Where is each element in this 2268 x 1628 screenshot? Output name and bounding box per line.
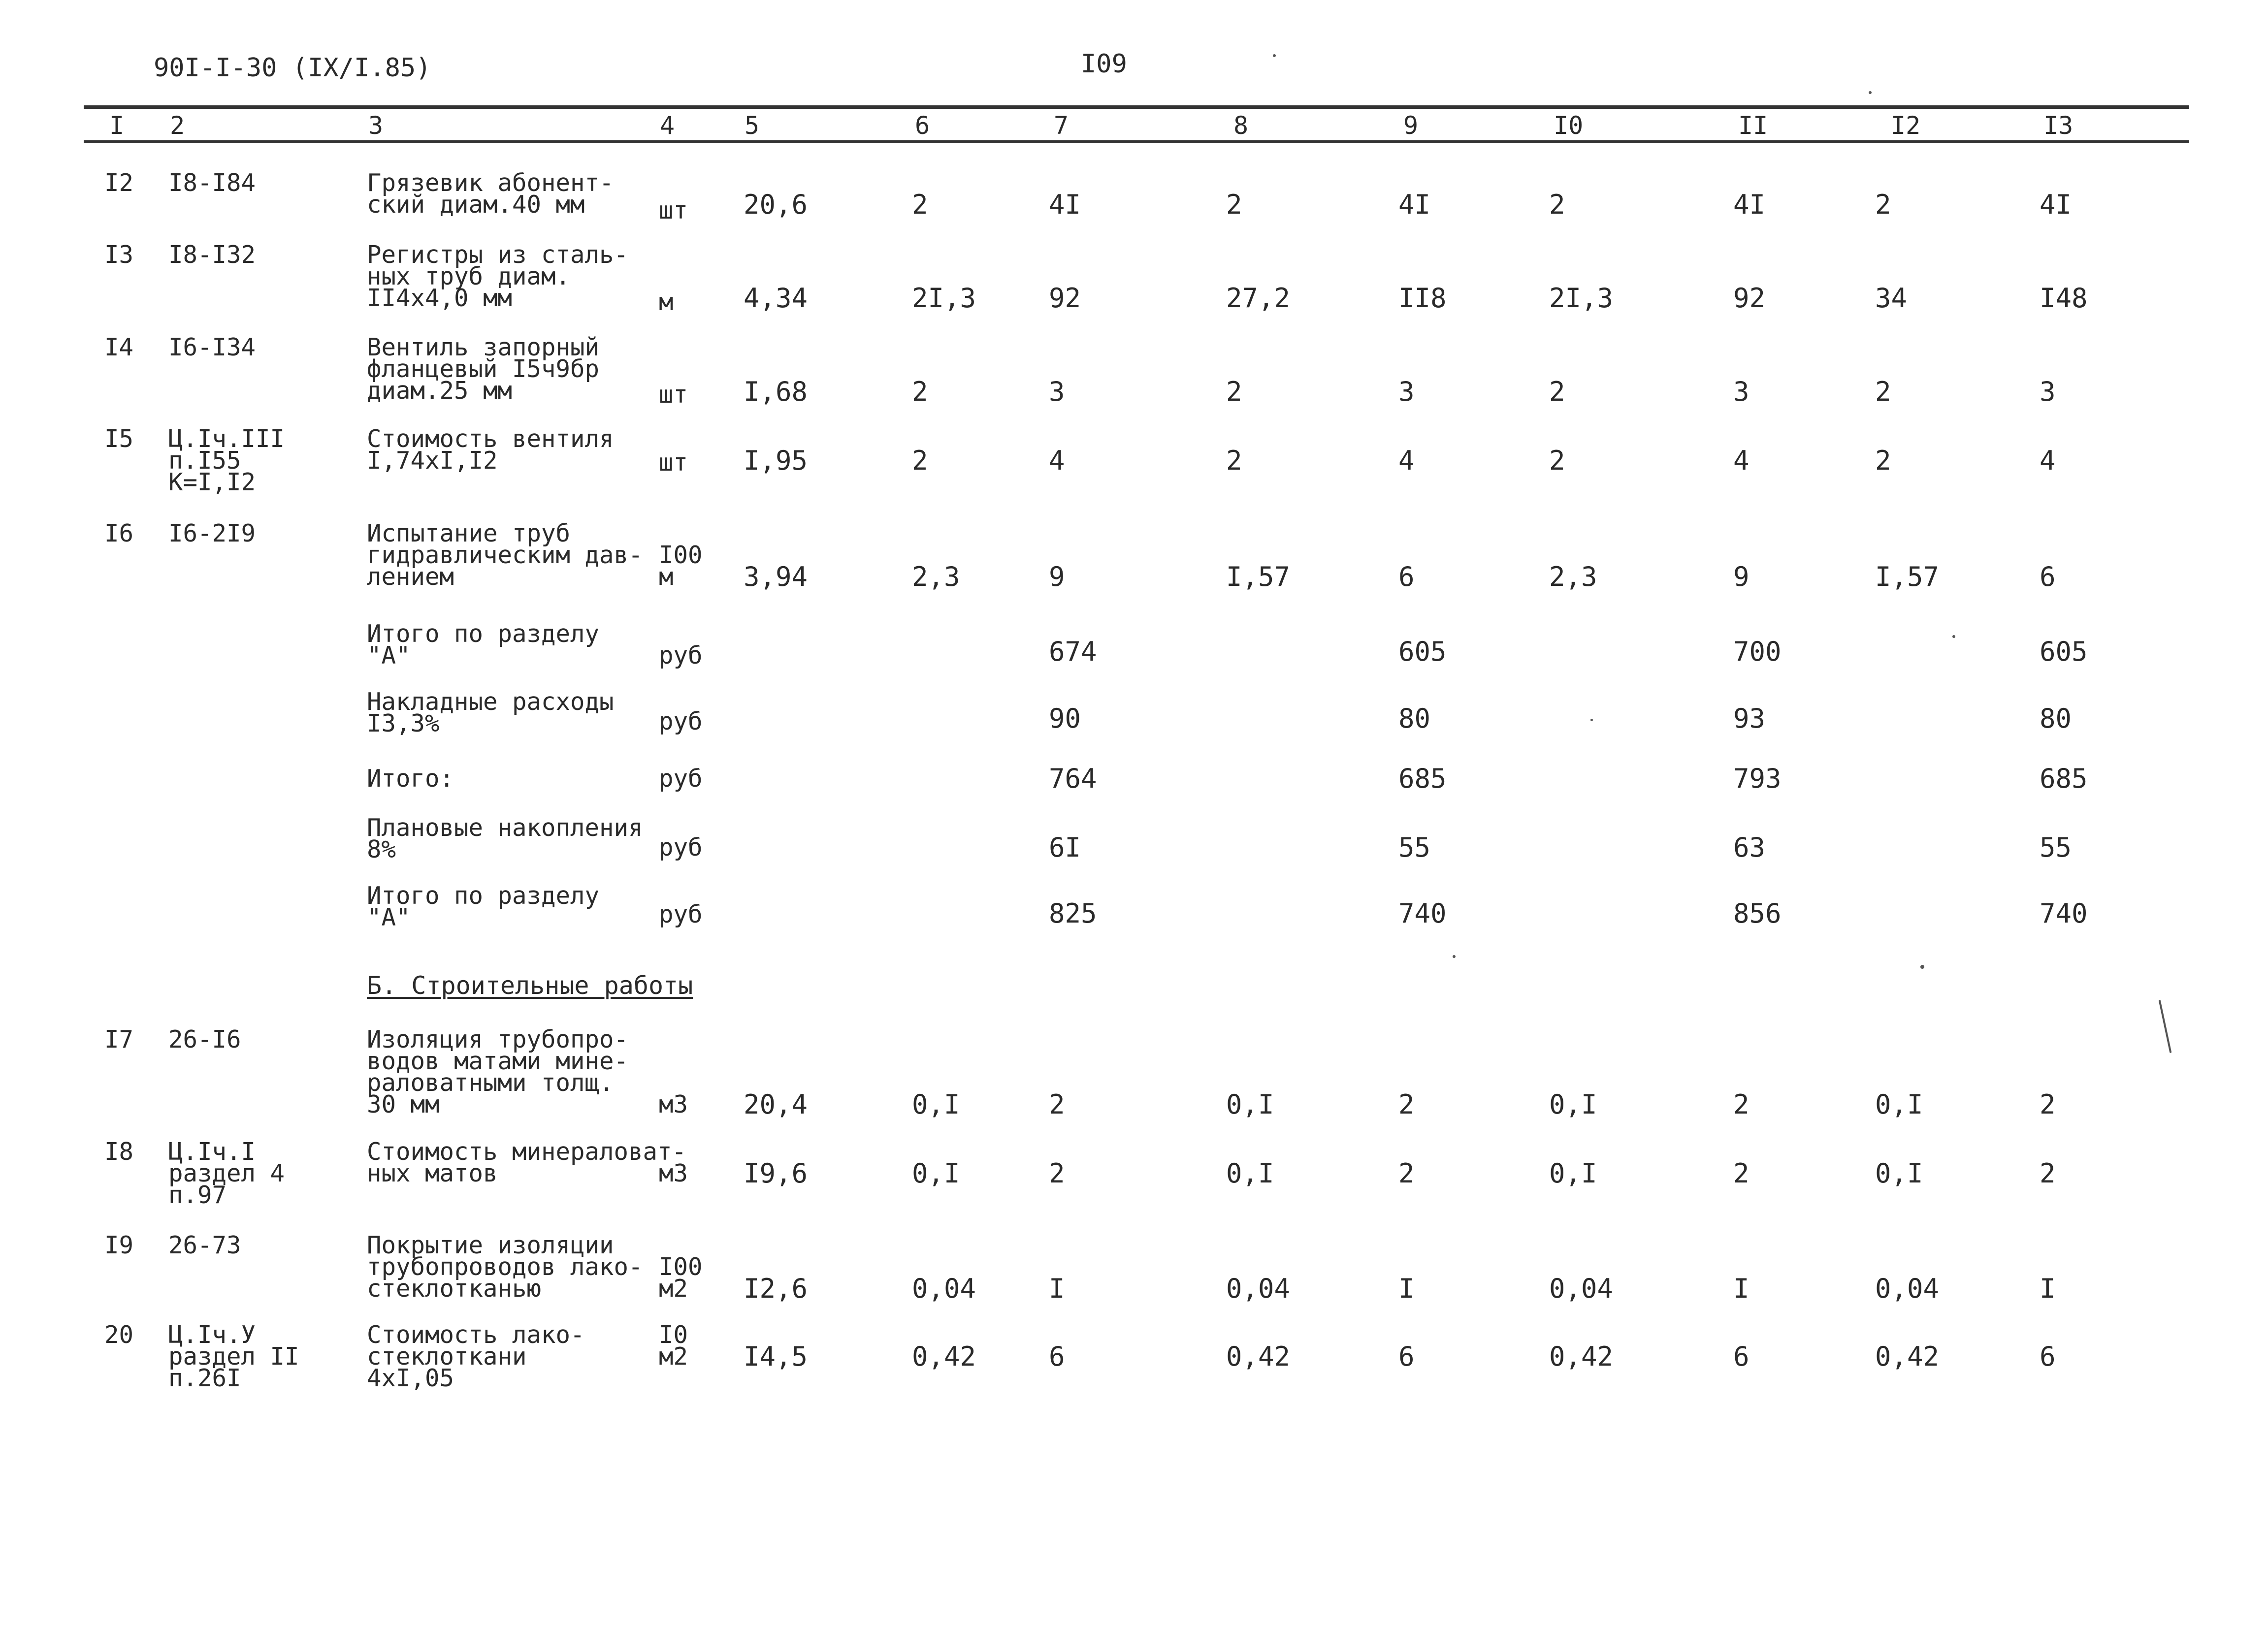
page-number: I09: [1081, 49, 1127, 79]
column-number: 3: [368, 111, 384, 140]
cell-value: 6: [1398, 561, 1415, 592]
cell-value: 4: [1049, 445, 1065, 476]
unit-price: 20,4: [744, 1089, 808, 1120]
column-number: 9: [1403, 111, 1419, 140]
unit: руб: [659, 707, 703, 735]
cell-value: 605: [1398, 636, 1447, 667]
row-number: I5: [104, 425, 134, 453]
item-description: Итого по разделу "А": [367, 620, 600, 670]
cell-value: 92: [1733, 283, 1766, 314]
cell-value: 2: [1049, 1158, 1065, 1189]
cell-value: 2: [1549, 189, 1565, 220]
cell-value: 4: [1398, 445, 1415, 476]
column-number: I3: [2043, 111, 2074, 140]
unit: руб: [659, 900, 703, 928]
cell-value: 0,I: [1875, 1089, 1923, 1120]
cell-value: 2: [1398, 1089, 1415, 1120]
scan-speck: [1952, 635, 1955, 638]
unit: руб: [659, 641, 703, 670]
column-number: 7: [1054, 111, 1069, 140]
norm-code: Ц.Iч.У раздел II п.26I: [168, 1321, 299, 1392]
table-top-rule: [84, 105, 2189, 109]
cell-value: 0,42: [912, 1341, 976, 1372]
norm-code: I8-I84: [168, 169, 256, 197]
unit-price: 20,6: [744, 189, 808, 220]
item-description: Испытание труб гидравлическим дав- лением: [367, 519, 643, 591]
cell-value: 0,42: [1549, 1341, 1614, 1372]
unit-price: I,68: [744, 376, 808, 407]
cell-value: 2I,3: [912, 283, 976, 314]
cell-value: 63: [1733, 832, 1766, 863]
unit: руб: [659, 833, 703, 862]
cell-value: 4I: [1398, 189, 1431, 220]
unit-price: 3,94: [744, 561, 808, 592]
cell-value: 0,I: [1875, 1158, 1923, 1189]
column-number: I2: [1891, 111, 1921, 140]
cell-value: 674: [1049, 636, 1097, 667]
unit: шт: [659, 448, 688, 477]
unit: м: [659, 288, 674, 316]
cell-value: 0,04: [1549, 1273, 1614, 1304]
cell-value: 2: [1049, 1089, 1065, 1120]
item-description: Регистры из сталь- ных труб диам. II4х4,0 мм: [367, 241, 629, 312]
cell-value: 2: [912, 189, 928, 220]
cell-value: I: [2040, 1273, 2056, 1304]
cell-value: 4: [2040, 445, 2056, 476]
section-heading: Б. Строительные работы: [367, 971, 693, 1000]
cell-value: 4: [1733, 445, 1750, 476]
cell-value: 2: [912, 376, 928, 407]
cell-value: 2: [2040, 1158, 2056, 1189]
row-number: I6: [104, 519, 134, 547]
cell-value: 2: [1733, 1089, 1750, 1120]
item-description: Итого:: [367, 765, 454, 793]
scan-speck: [1869, 91, 1872, 94]
cell-value: 93: [1733, 703, 1766, 734]
scan-speck: [1920, 965, 1924, 969]
cell-value: 0,I: [1549, 1089, 1597, 1120]
cell-value: 2: [1549, 445, 1565, 476]
cell-value: 740: [1398, 898, 1447, 929]
column-number: I: [109, 111, 125, 140]
cell-value: 764: [1049, 763, 1097, 794]
row-number: I7: [104, 1025, 134, 1053]
item-description: Плановые накопления 8%: [367, 814, 643, 863]
norm-code: 26-I6: [168, 1025, 241, 1053]
unit-price: 4,34: [744, 283, 808, 314]
item-description: Стоимость лако- стеклоткани 4хI,05: [367, 1321, 585, 1392]
unit-price: I4,5: [744, 1341, 808, 1372]
cell-value: 0,I: [1549, 1158, 1597, 1189]
column-number: II: [1738, 111, 1768, 140]
scan-speck: [1453, 955, 1456, 958]
cell-value: 4I: [2040, 189, 2072, 220]
cell-value: 3: [1733, 376, 1750, 407]
column-number-header: [0, 111, 2268, 140]
cell-value: 0,I: [1226, 1089, 1274, 1120]
unit-price: I,95: [744, 445, 808, 476]
cell-value: 0,04: [912, 1273, 976, 1304]
cell-value: I,57: [1226, 561, 1291, 592]
item-description: Итого по разделу "А": [367, 882, 600, 931]
cell-value: 6: [2040, 1341, 2056, 1372]
cell-value: 2: [1875, 189, 1891, 220]
cell-value: 685: [1398, 763, 1447, 794]
cell-value: 0,42: [1875, 1341, 1940, 1372]
row-number: I3: [104, 241, 134, 269]
cell-value: 0,I: [912, 1158, 960, 1189]
cell-value: 2: [1875, 445, 1891, 476]
cell-value: I: [1733, 1273, 1750, 1304]
cell-value: 55: [2040, 832, 2072, 863]
cell-value: 0,I: [1226, 1158, 1274, 1189]
cell-value: 27,2: [1226, 283, 1291, 314]
column-number: 8: [1233, 111, 1249, 140]
column-number: 6: [915, 111, 930, 140]
unit-price: I9,6: [744, 1158, 808, 1189]
item-description: Покрытие изоляции трубопроводов лако- стеклотканью: [367, 1231, 643, 1303]
cell-value: 2: [912, 445, 928, 476]
cell-value: 3: [1049, 376, 1065, 407]
unit: I00 м2: [659, 1253, 703, 1303]
cell-value: 2I,3: [1549, 283, 1614, 314]
cell-value: 2: [1398, 1158, 1415, 1189]
cell-value: I: [1049, 1273, 1065, 1304]
norm-code: I6-2I9: [168, 519, 256, 547]
cell-value: I48: [2040, 283, 2088, 314]
cell-value: 34: [1875, 283, 1908, 314]
column-number: 5: [745, 111, 760, 140]
unit: руб: [659, 765, 703, 793]
unit: I00 м: [659, 541, 703, 591]
cell-value: 685: [2040, 763, 2088, 794]
unit: м3: [659, 1159, 688, 1187]
item-description: Изоляция трубопро- водов матами мине- раловатными толщ. 30 мм: [367, 1025, 629, 1118]
cell-value: 2: [1549, 376, 1565, 407]
row-number: 20: [104, 1321, 134, 1349]
row-number: I2: [104, 169, 134, 197]
cell-value: 2: [1226, 445, 1242, 476]
cell-value: 2: [2040, 1089, 2056, 1120]
item-description: Стоимость минераловат- ных матов: [367, 1138, 687, 1187]
norm-code: I8-I32: [168, 241, 256, 269]
column-number: 2: [170, 111, 185, 140]
item-description: Вентиль запорный фланцевый I5ч9бр диам.25 мм: [367, 333, 600, 405]
cell-value: 605: [2040, 636, 2088, 667]
cell-value: 6: [1733, 1341, 1750, 1372]
cell-value: II8: [1398, 283, 1447, 314]
cell-value: 2: [1226, 376, 1242, 407]
unit-price: I2,6: [744, 1273, 808, 1304]
cell-value: 825: [1049, 898, 1097, 929]
cell-value: 6: [1398, 1341, 1415, 1372]
cell-value: 80: [2040, 703, 2072, 734]
cell-value: 0,42: [1226, 1341, 1291, 1372]
norm-code: Ц.Iч.I раздел 4 п.97: [168, 1138, 285, 1209]
cell-value: 740: [2040, 898, 2088, 929]
cell-value: 6I: [1049, 832, 1081, 863]
unit: м3: [659, 1090, 688, 1118]
unit: шт: [659, 196, 688, 224]
cell-value: 0,04: [1226, 1273, 1291, 1304]
cell-value: 3: [1398, 376, 1415, 407]
cell-value: 4I: [1049, 189, 1081, 220]
cell-value: 4I: [1733, 189, 1766, 220]
column-number: 4: [660, 111, 675, 140]
cell-value: 2,3: [912, 561, 960, 592]
cell-value: 0,I: [912, 1089, 960, 1120]
row-number: I9: [104, 1231, 134, 1259]
cell-value: 0,04: [1875, 1273, 1940, 1304]
cell-value: 700: [1733, 636, 1782, 667]
cell-value: I: [1398, 1273, 1415, 1304]
cell-value: 6: [2040, 561, 2056, 592]
cell-value: 80: [1398, 703, 1431, 734]
row-number: I8: [104, 1138, 134, 1166]
document-code: 90I-I-30 (IX/I.85): [154, 53, 431, 83]
cell-value: I,57: [1875, 561, 1940, 592]
cell-value: 2: [1875, 376, 1891, 407]
cell-value: 9: [1049, 561, 1065, 592]
row-number: I4: [104, 333, 134, 361]
cell-value: 2,3: [1549, 561, 1597, 592]
column-number: I0: [1554, 111, 1584, 140]
norm-code: Ц.Iч.III п.I55 К=I,I2: [168, 425, 285, 496]
table-header-rule: [84, 140, 2189, 143]
scan-mark: [2159, 1000, 2172, 1053]
cell-value: 6: [1049, 1341, 1065, 1372]
unit: I0 м2: [659, 1321, 688, 1371]
unit: шт: [659, 381, 688, 409]
cell-value: 90: [1049, 703, 1081, 734]
cell-value: 55: [1398, 832, 1431, 863]
cell-value: 856: [1733, 898, 1782, 929]
scan-speck: [1273, 54, 1276, 57]
cell-value: 2: [1733, 1158, 1750, 1189]
cell-value: 2: [1226, 189, 1242, 220]
scan-speck: [1590, 719, 1593, 721]
norm-code: 26-73: [168, 1231, 241, 1259]
item-description: Стоимость вентиля I,74хI,I2: [367, 425, 614, 475]
item-description: Грязевик абонент- ский диам.40 мм: [367, 169, 614, 219]
item-description: Накладные расходы I3,3%: [367, 688, 614, 737]
cell-value: 793: [1733, 763, 1782, 794]
norm-code: I6-I34: [168, 333, 256, 361]
cell-value: 9: [1733, 561, 1750, 592]
cell-value: 92: [1049, 283, 1081, 314]
cell-value: 3: [2040, 376, 2056, 407]
